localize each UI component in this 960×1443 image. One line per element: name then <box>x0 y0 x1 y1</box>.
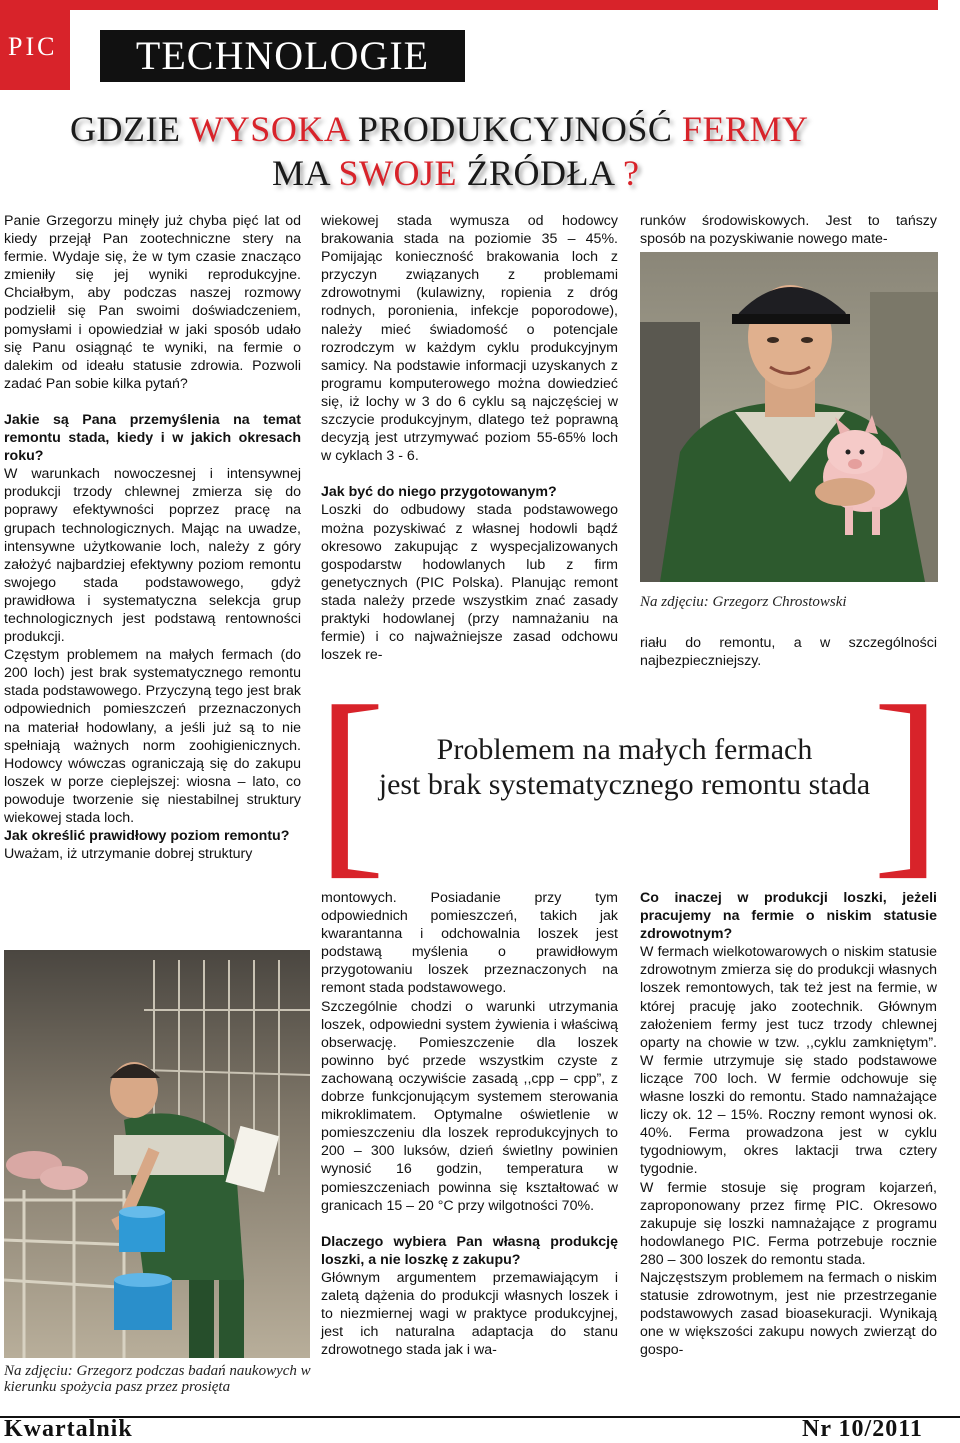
footer-issue-number: Nr 10/2011 <box>802 1416 923 1442</box>
pullquote <box>352 732 897 802</box>
paragraph: Szczególnie chodzi o warunki utrzymania loszek, odpowiedni system żywienia i właściwą obserwację. Pomieszczenie dla loszek powinno być przede wszystkim czyste z zachowaną oczywiście zasadą ,,cpp – cpp”, z dobrze funkcjonującym systemem sterowania mikroklimatem. Optymalne oświetlenie w pomieszczeniu dla loszek reprodukcyjnych to 200 – 300 luksów, dzień świetlny powinien wynosić 16 godzin, temperatura w pomieszczeniach powinna się kształtować w granicach 15 – 20 °C przy wilgotności 70%. <box>321 998 618 1214</box>
section-label: TECHNOLOGIE <box>135 33 430 78</box>
headline-segment: PRODUKCYJNOŚĆ <box>348 109 682 149</box>
pullquote-close-bracket: ] <box>872 664 942 896</box>
interview-question: Jak być do niego przygotowanym? <box>321 484 557 501</box>
brand-logo: PIC <box>8 32 58 61</box>
headline-segment: WYSOKA <box>189 109 349 149</box>
photo-man-with-piglet <box>640 252 938 582</box>
paragraph-gap <box>321 1215 618 1233</box>
paragraph-gap <box>321 465 618 483</box>
headline-line-2 <box>272 152 640 194</box>
interview-question: Jak określić prawidłowy poziom remontu? <box>4 828 290 845</box>
headline-segment: FERMY <box>681 109 809 149</box>
pullquote-line-2: jest brak systematycznego remontu stada <box>378 768 871 801</box>
paragraph: W warunkach nowoczesnej i intensywnej produkcji trzody chlewnej zmierza się do poprawy efektywności poprzez pracę na grupach technologicznych. Mając na uwadze, intensywne użytkowanie loch, należy z góry założyć najbardziej efektywny poziom remontu swojego stada podstawowego, gdyż prawidłowa i systematyczna selekcja grup technologicznych jest podstawą rentowności produkcji. <box>4 466 301 646</box>
paragraph: Panie Grzegorzu minęły już chyba pięć lat od kiedy przejął Pan zootechniczne stery na fermie. Wydaje się, że w tym czasie znacząco zmieniły się jej wyniki reprodukcyjne. Chciałbym, aby podczas naszej rozmowy podzielił się Pan swoimi doświadczeniem, pomysłami i opowiedział w jaki sposób udało się Panu osiągnąć te wyniki, na fermie o dalekim od ideału statusie zdrowia. Pozwoli zadać Pan sobie kilka pytań? <box>4 213 301 392</box>
headline-segment: ŹRÓDŁA <box>457 153 614 193</box>
pullquote-line-1: Problemem na małych fermach <box>436 733 813 766</box>
paragraph: riału do remontu, a w szczególności najbezpieczniejszy. <box>640 635 937 670</box>
paragraph: Częstym problemem na małych fermach (do 200 loch) jest brak systematycznego remontu stada podstawowego. Przyczyną tego jest brak odpowiednich pomieszczeń przeznaczonych na materiał hodowlany, a jeśli już są to nie spełniają ważnych norm zoohigienicznych. Hodowcy wówczas ograniczają się do zakupu loszek w porze cieplejszej: wiosna – lato, co powoduje tworzenie się niestabilnej struktury wiekowej stada loch. <box>4 647 301 826</box>
photo-caption-bottom: Na zdjęciu: Grzegorz podczas badań naukowych w kierunku spożycia pasz przez prosięta <box>4 1363 311 1395</box>
column-2-text-bottom <box>321 889 618 1359</box>
headline-segment: GDZIE <box>70 109 190 149</box>
paragraph: Głównym argumentem przemawiającym i zaletą dążenia do produkcji własnych loszek i to niezmiernej wagi w praktyce produkcyjnej, jest ich naturalna adaptacja do stanu zdrowotnego stada jak i wa- <box>321 1269 618 1359</box>
paragraph: montowych. Posiadanie przy tym odpowiednich pomieszczeń, takich jak kwarantanna i odchowalnia loszek jest podstawą myślenia o prawidłowym przygotowaniu loszek przeznaczonych na remont stada podstawowego. <box>321 890 618 997</box>
headline-segment: MA <box>272 153 339 193</box>
photo-man-in-barn-image <box>4 950 310 1358</box>
paragraph: Uważam, iż utrzymanie dobrej struktury <box>4 846 253 863</box>
headline-segment: SWOJE <box>338 153 458 193</box>
photo-man-in-barn <box>4 950 310 1358</box>
photo-caption-top: Na zdjęciu: Grzegorz Chrostowski <box>640 594 847 610</box>
paragraph: Loszki do odbudowy stada podstawowego można pozyskiwać z własnej hodowli bądź okresowo zakupując z wyspecjalizowanych gospodarstw hodowlanych lub z firm genetycznych (PIC Polska). Planując remont stada należy przede wszystkim znać zasady praktyki hodowlanej (przy namnażaniu na fermie) i co najważniejsze zasad odchowu loszek re- <box>321 502 618 664</box>
headline-segment: ? <box>613 153 640 193</box>
paragraph: Najczęstszym problemem na fermach o niskim statusie zdrowotnym, jest nie przestrzeganie podstawowych zasad bioasekuracji. Wynikają one w większości zakupu nowych zwierząt do gospo- <box>640 1269 937 1359</box>
interview-question: Co inaczej w produkcji loszki, jeżeli pracujemy na fermie o niskim statusie zdrowotnym? <box>640 890 937 943</box>
top-red-bar <box>70 0 938 10</box>
column-3-text-bottom <box>640 889 937 1359</box>
column-2-text <box>321 212 618 664</box>
paragraph: wiekowej stada wymusza od hodowcy brakowania stada na poziomie 35 – 45%. Pomijając konieczność brakowania loch z przyczyn związanych z problemami zdrowotnymi (kulawizny, ropienia z dróg rodnych, poronienia, infekcje poporodowe), należy mieć świadomość o potencjale rozrodczym w każdym cyklu produkcyjnym samicy. Na podstawie informacji uzyskanych z programu komputerowego można dowiedzieć się, iż lochy w 3 do 6 cyklu są najczęściej w szczycie produkcyjnym, dlatego też poprawną decyzją jest utrzymywać poziom 55-65% loch w cyklach 3 - 6. <box>321 213 618 465</box>
pullquote-open-bracket: [ <box>316 664 386 896</box>
headline-line-1 <box>70 108 808 150</box>
footer-publication: Kwartalnik <box>4 1416 133 1442</box>
column-1-text <box>4 212 301 863</box>
column-3-text-top <box>640 212 937 248</box>
photo-man-with-piglet-image <box>640 252 938 582</box>
interview-question: Dlaczego wybiera Pan własną produkcję loszki, a nie loszkę z zakupu? <box>321 1233 618 1268</box>
paragraph-gap <box>4 393 301 411</box>
paragraph: runków środowiskowych. Jest to tańszy sposób na pozyskiwanie nowego mate- <box>640 213 937 248</box>
interview-question: Jakie są Pana przemyślenia na temat remontu stada, kiedy i w jakich okresach roku? <box>4 411 301 465</box>
paragraph: W fermach wielkotowarowych o niskim statusie zdrowotnym zmierza się do produkcji własnych loszek remontowych, tak też jest na fermie, w której pracuję jako zootechnik. Głównym założeniem fermy jest tucz trzody chlewnej oparty na chowie w tzw. ,,cyklu zamkniętym”. W fermie utrzymuje się stado podstawowe liczące 700 loch. W fermie odchowuje się własne loszki do remontu. Stado namnażające liczy ok. 12 – 15%. Roczny remont wynosi ok. 40%. Ferma prowadzona jest w cyklu tygodniowym, okres laktacji trwa cztery tygodnie. <box>640 944 937 1178</box>
paragraph: W fermie stosuje się program kojarzeń, zaproponowany przez firmę PIC. Okresowo zakupuje się loszki namnażające z programu hodowlanego PIC. Ferma potrzebuje rocznie 280 – 300 loszek do remontu stada. <box>640 1179 937 1268</box>
